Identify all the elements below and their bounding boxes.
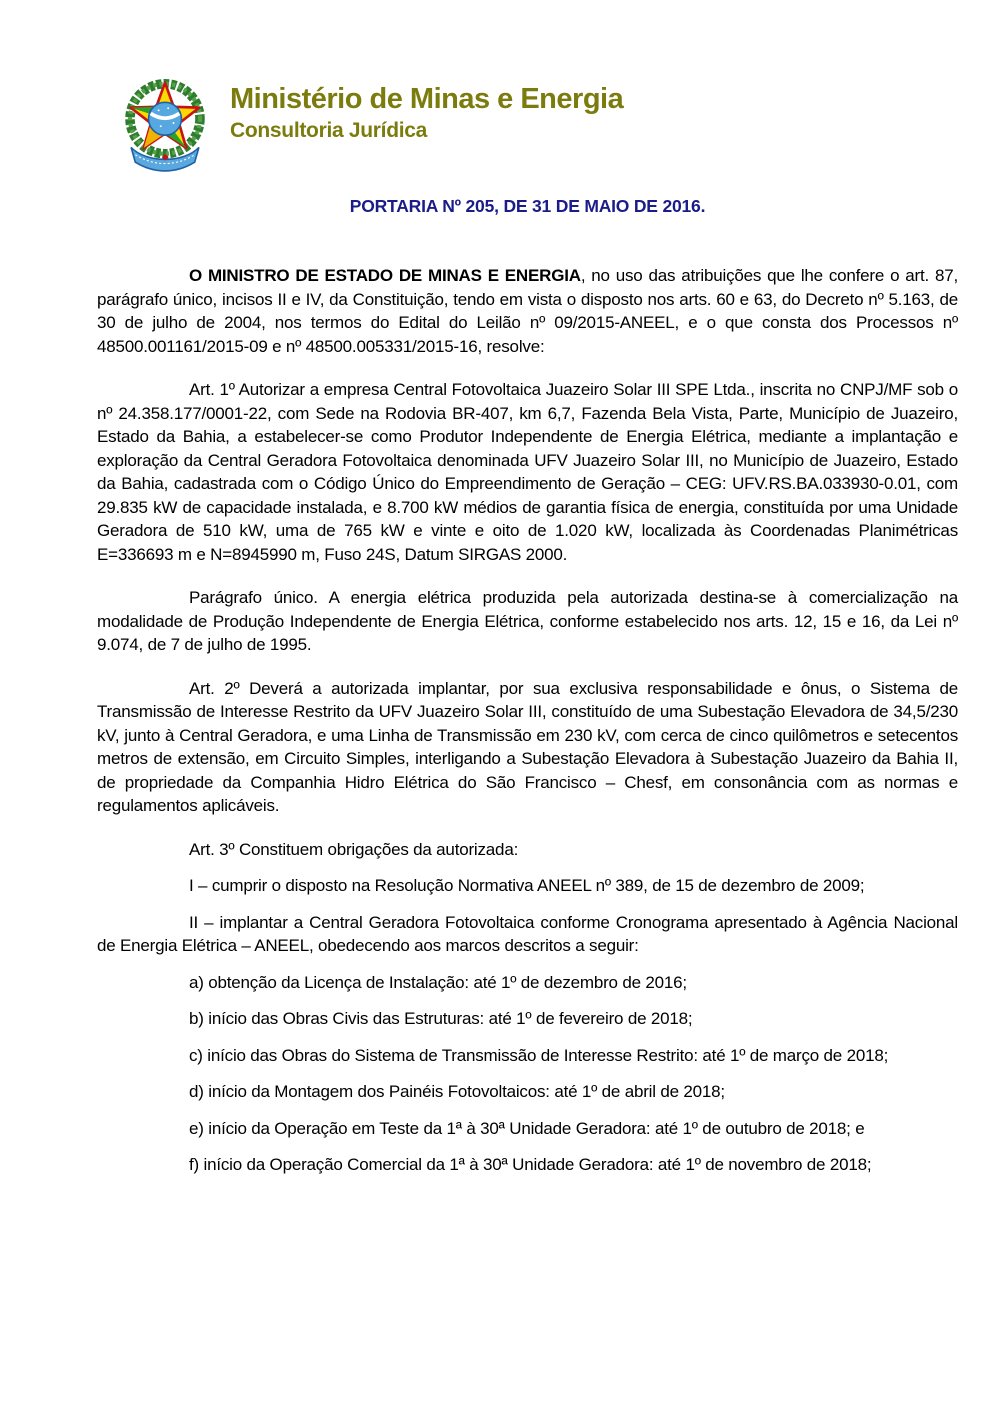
milestone-item-a: a) obtenção da Licença de Instalação: até 1º de dezembro de 2016;	[189, 972, 687, 992]
milestone-item-e: e) início da Operação em Teste da 1ª à 30ª Unidade Geradora: até 1º de outubro de 2018; e	[189, 1118, 865, 1138]
milestone-item-f: f) início da Operação Comercial da 1ª à 30ª Unidade Geradora: até 1º de novembro de 2018;	[189, 1155, 872, 1174]
document-body	[97, 264, 958, 1190]
article-3-paragraph: Art. 3º Constituem obrigações da autorizada:	[189, 839, 519, 859]
ministry-name: Ministério de Minas e Energia	[230, 83, 624, 115]
letterhead-text	[230, 70, 623, 143]
milestone-item-c: c) início das Obras do Sistema de Transmissão de Interesse Restrito: até 1º de março de 2018;	[189, 1045, 889, 1065]
brazil-coat-of-arms-icon	[112, 70, 218, 176]
obligation-item-i: I – cumprir o disposto na Resolução Normativa ANEEL nº 389, de 15 de dezembro de 2009;	[189, 876, 865, 895]
milestone-item-d: d) início da Montagem dos Painéis Fotovoltaicos: até 1º de abril de 2018;	[189, 1082, 725, 1101]
obligation-item-ii: II – implantar a Central Geradora Fotovoltaica conforme Cronograma apresentado à Agência Nacional de Energia Elétrica – ANEEL, obedecendo aos marcos descritos a seguir:	[97, 912, 958, 955]
intro-lead: O MINISTRO DE ESTADO DE MINAS E ENERGIA	[189, 266, 581, 285]
intro-rest: , no uso das atribuições que lhe confere o art. 87, parágrafo único, incisos II e IV, da Constituição, tendo em vista o disposto nos arts. 60 e 63, do Decreto nº 5.163, de 30 de julho de 2004, nos termos do Edital do Leilão nº 09/2015-ANEEL, e o que consta dos Processos nº 48500.001161/2015-09 e nº 48500.005331/2015-16, resolve:	[97, 266, 958, 356]
department-name: Consultoria Jurídica	[230, 118, 428, 142]
sole-paragraph: Parágrafo único. A energia elétrica produzida pela autorizada destina-se à comercialização na modalidade de Produção Independente de Energia Elétrica, conforme estabelecido nos arts. 12, 15 e 16, da Lei nº 9.074, de 7 de julho de 1995.	[97, 588, 958, 654]
intro-paragraph	[97, 264, 958, 358]
letterhead	[112, 70, 623, 176]
article-2-paragraph: Art. 2º Deverá a autorizada implantar, por sua exclusiva responsabilidade e ônus, o Sistema de Transmissão de Interesse Restrito da UFV Juazeiro Solar III, constituído de uma Subestação Elevadora de 34,5/230 kV, junto à Central Geradora, e uma Linha de Transmissão em 230 kV, com cerca de cinco quilômetros e setecentos metros de extensão, em Circuito Simples, interligando a Subestação Elevadora à Subestação Juazeiro da Bahia II, de propriedade da Companhia Hidro Elétrica do São Francisco – Chesf, em consonância com as normas e regulamentos aplicáveis.	[97, 678, 958, 815]
milestone-item-b: b) início das Obras Civis das Estruturas: até 1º de fevereiro de 2018;	[189, 1009, 693, 1028]
article-1-paragraph: Art. 1º Autorizar a empresa Central Fotovoltaica Juazeiro Solar III SPE Ltda., inscrita no CNPJ/MF sob o nº 24.358.177/0001-22, com Sede na Rodovia BR-407, km 6,7, Fazenda Bela Vista, Parte, Município de Juazeiro, Estado da Bahia, a estabelecer-se como Produtor Independente de Energia Elétrica, mediante a implantação e exploração da Central Geradora Fotovoltaica denominada UFV Juazeiro Solar III, no Município de Juazeiro, Estado da Bahia, cadastrada com o Código Único do Empreendimento de Geração – CEG: UFV.RS.BA.033930-0.01, com 29.835 kW de capacidade instalada, e 8.700 kW médios de garantia física de energia, constituída por uma Unidade Geradora de 510 kW, uma de 765 kW e vinte e oito de 1.020 kW, localizada às Coordenadas Planimétricas E=336693 m e N=8945990 m, Fuso 24S, Datum SIRGAS 2000.	[97, 380, 958, 564]
document-title: PORTARIA Nº 205, DE 31 DE MAIO DE 2016.	[349, 196, 706, 216]
